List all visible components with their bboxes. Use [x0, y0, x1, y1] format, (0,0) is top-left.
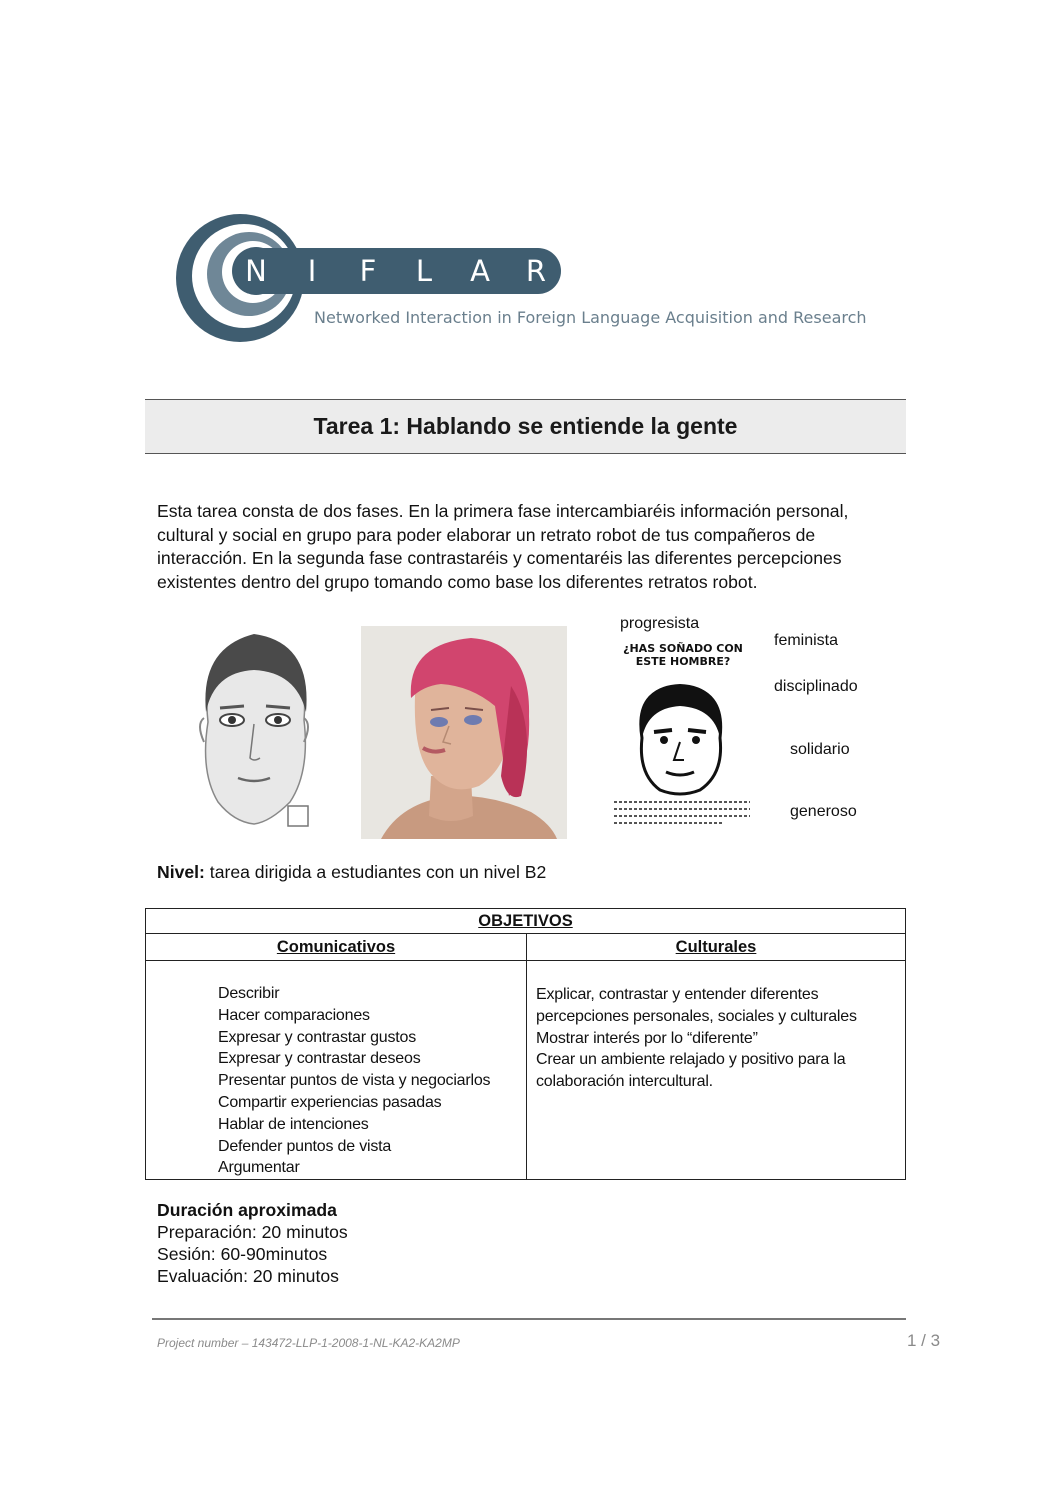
cultural-line: percepciones personales, sociales y culturales: [536, 1007, 857, 1025]
cultural-text: [536, 984, 897, 1093]
poster-face: [628, 680, 732, 798]
level-line: [157, 862, 546, 883]
logo-tagline: Networked Interaction in Foreign Language Acquisition and Research: [314, 308, 867, 327]
list-item: Compartir experiencias pasadas: [218, 1093, 442, 1111]
cultural-line: Explicar, contrastar y entender diferentes: [536, 986, 819, 1003]
intro-line: cultural y social en grupo para poder elaborar un retrato robot de tus compañeros de: [157, 524, 816, 545]
list-item: Hacer comparaciones: [218, 1006, 370, 1024]
communicative-heading: Comunicativos: [146, 934, 527, 961]
duration-line: Evaluación: 20 minutos: [157, 1266, 339, 1286]
cultural-line: Crear un ambiente relajado y positivo para la: [536, 1051, 846, 1069]
cultural-line: colaboración intercultural.: [536, 1073, 713, 1091]
footer-divider: [152, 1318, 906, 1320]
list-item: Describir: [218, 985, 280, 1002]
rendered-woman-image: [361, 626, 567, 839]
logo-letter-circles: [233, 248, 561, 294]
list-item: Hablar de intenciones: [218, 1115, 369, 1133]
duration-heading: Duración aproximada: [157, 1200, 337, 1220]
duration-line: Sesión: 60-90minutos: [157, 1244, 328, 1264]
cultural-heading: Culturales: [527, 934, 906, 961]
list-item: Expresar y contrastar deseos: [218, 1050, 421, 1068]
logo-letter-l: L: [415, 254, 433, 288]
duration-section: [157, 1199, 348, 1287]
word-solidario: solidario: [790, 741, 850, 758]
level-label: Nivel:: [157, 862, 205, 882]
word-feminista: feminista: [774, 632, 839, 649]
niflar-logo: [172, 210, 932, 350]
intro-line: existentes dentro del grupo tomando como base los diferentes retratos robot.: [157, 571, 758, 592]
logo-letter-i: I: [307, 254, 317, 288]
list-item: Presentar puntos de vista y negociarlos: [218, 1072, 491, 1090]
footer-project-number: Project number – 143472-LLP-1-2008-1-NL-KA2-KA2MP: [157, 1336, 460, 1350]
level-text: tarea dirigida a estudiantes con un nivel B2: [204, 862, 547, 882]
logo-letter-f: F: [359, 254, 377, 288]
intro-paragraph: [157, 500, 912, 594]
word-generoso: generoso: [790, 803, 857, 820]
duration-line: Preparación: 20 minutos: [157, 1222, 348, 1242]
cultural-cell: [527, 961, 906, 1180]
objectives-table: [145, 908, 906, 1180]
logo-letter-a: A: [470, 254, 490, 288]
title-box: [145, 399, 906, 454]
intro-line: interacción. En la segunda fase contrastaréis y comentaréis las diferentes percepciones: [157, 548, 842, 568]
logo-letter-r: R: [525, 254, 547, 288]
word-disciplinado: disciplinado: [774, 678, 858, 695]
word-progresista: progresista: [620, 615, 700, 632]
communicative-list: [218, 983, 526, 1179]
list-item: Defender puntos de vista: [218, 1137, 392, 1155]
sketch-portrait-image: [170, 612, 338, 838]
footer-page-number: 1 / 3: [907, 1331, 941, 1350]
wanted-poster-image: [598, 640, 758, 845]
list-item: Argumentar: [218, 1159, 300, 1177]
logo-letter-n: N: [245, 254, 267, 288]
list-item: Expresar y contrastar gustos: [218, 1028, 417, 1046]
poster-caption: [612, 798, 752, 836]
objectives-heading: OBJETIVOS: [146, 909, 906, 934]
intro-line: Esta tarea consta de dos fases. En la primera fase intercambiaréis información personal,: [157, 501, 849, 521]
poster-heading: ¿HAS SOÑADO CON ESTE HOMBRE?: [623, 642, 743, 668]
communicative-cell: [146, 961, 527, 1180]
page-title: Tarea 1: Hablando se entiende la gente: [313, 413, 738, 439]
cultural-line: Mostrar interés por lo “diferente”: [536, 1029, 758, 1047]
